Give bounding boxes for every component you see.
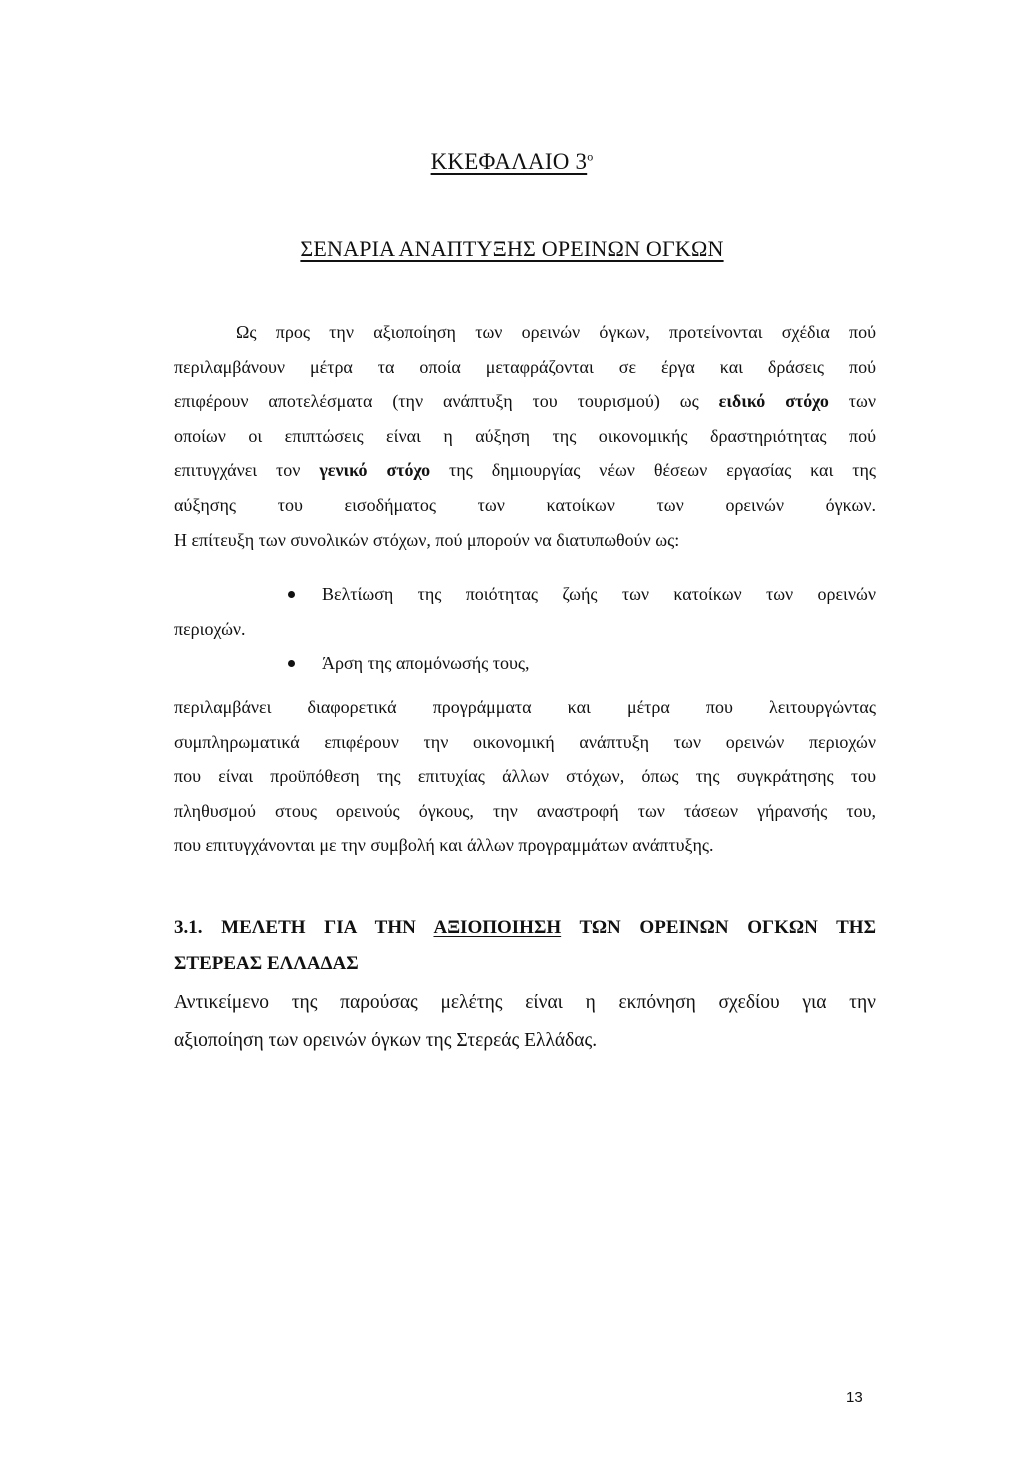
outro-line-5: που επιτυγχάνονται με την συμβολή και άλλων προγραμμάτων ανάπτυξης. — [174, 835, 714, 856]
chapter-heading — [0, 149, 1024, 175]
specific-goal-term: ειδικό στόχο — [718, 391, 829, 412]
bullet-item-2 — [174, 646, 876, 681]
general-goal-term: γενικό στόχο — [319, 460, 431, 481]
bullet-item-1-text: Βελτίωση της ποιότητας ζωής των κατοίκων των ορεινών — [322, 584, 876, 604]
intro-line-4: οποίων οι επιπτώσεις είναι η αύξηση της οικονομικής δραστηριότητας πού — [174, 425, 876, 446]
intro-line-5 — [174, 453, 876, 488]
section-heading-line-1 — [174, 910, 876, 946]
section-heading-suffix: ΤΩΝ ΟΡΕΙΝΩΝ ΟΓΚΩΝ ΤΗΣ — [561, 917, 876, 938]
bullet-item-2-text: Άρση της απομόνωσής τους, — [322, 653, 530, 674]
section-heading-underlined: ΑΞΙΟΠΟΙΗΣΗ — [433, 917, 562, 938]
chapter-title-text: ΣΕΝΑΡΙΑ ΑΝΑΠΤΥΞΗΣ ΟΡΕΙΝΩΝ ΟΓΚΩΝ — [300, 236, 724, 261]
intro-line-5-a: επιτυγχάνει τον — [174, 460, 320, 481]
section-paragraph-line-2: αξιοποίηση των ορεινών όγκων της Στερεάς Ελλάδας. — [174, 1030, 598, 1051]
outro-line-1: περιλαμβάνει διαφορετικά προγράμματα και μέτρα που λειτουργώντας — [174, 697, 876, 717]
outro-line-4: πληθυσμού στους ορεινούς όγκους, την αναστροφή των τάσεων γήρανσής του, — [174, 800, 876, 821]
intro-line-3-a: επιφέρουν αποτελέσματα (την ανάπτυξη του τουρισμού) ως — [174, 391, 719, 412]
intro-line-6: αύξησης του εισοδήματος των κατοίκων των ορεινών όγκων. — [174, 494, 876, 515]
bullet-dot-icon — [288, 591, 295, 598]
bullet-item-1 — [174, 577, 876, 612]
bullet-list — [174, 577, 876, 681]
intro-line-3 — [174, 384, 876, 419]
page-number: 13 — [846, 1389, 863, 1406]
outro-line-2: συμπληρωματικά επιφέρουν την οικονομική ανάπτυξη των ορεινών περιοχών — [174, 731, 876, 752]
intro-paragraph — [174, 315, 876, 557]
chapter-title — [0, 236, 1024, 262]
section-heading-prefix: 3.1. ΜΕΛΕΤΗ ΓΙΑ ΤΗΝ — [174, 917, 434, 938]
outro-line-3: που είναι προϋπόθεση της επιτυχίας άλλων στόχων, όπως της συγκράτησης του — [174, 766, 876, 787]
intro-line-2: περιλαμβάνουν μέτρα τα οποία μεταφράζονται σε έργα και δράσεις πού — [174, 356, 876, 377]
chapter-superscript: ο — [587, 149, 594, 164]
outro-paragraph — [174, 690, 876, 863]
section-paragraph-line-1: Αντικείμενο της παρούσας μελέτης είναι η εκπόνηση σχεδίου για την — [174, 992, 876, 1013]
intro-line-1: Ως προς την αξιοποίηση των ορεινών όγκων, προτείνονται σχέδια πού — [236, 322, 876, 342]
intro-line-5-c: της δημιουργίας νέων θέσεων εργασίας και της — [430, 460, 876, 481]
bullet-item-1-continuation: περιοχών. — [174, 618, 246, 639]
section-heading — [174, 910, 876, 982]
chapter-label: ΚΚΕΦΑΛΑΙΟ 3 — [430, 149, 588, 174]
intro-line-7: Η επίτευξη των συνολικών στόχων, πού μπορούν να διατυπωθούν ως: — [174, 529, 680, 550]
section-heading-line-2: ΣΤΕΡΕΑΣ ΕΛΛΑΔΑΣ — [174, 953, 359, 974]
intro-line-3-c: των — [828, 391, 876, 412]
section-paragraph — [174, 984, 876, 1060]
